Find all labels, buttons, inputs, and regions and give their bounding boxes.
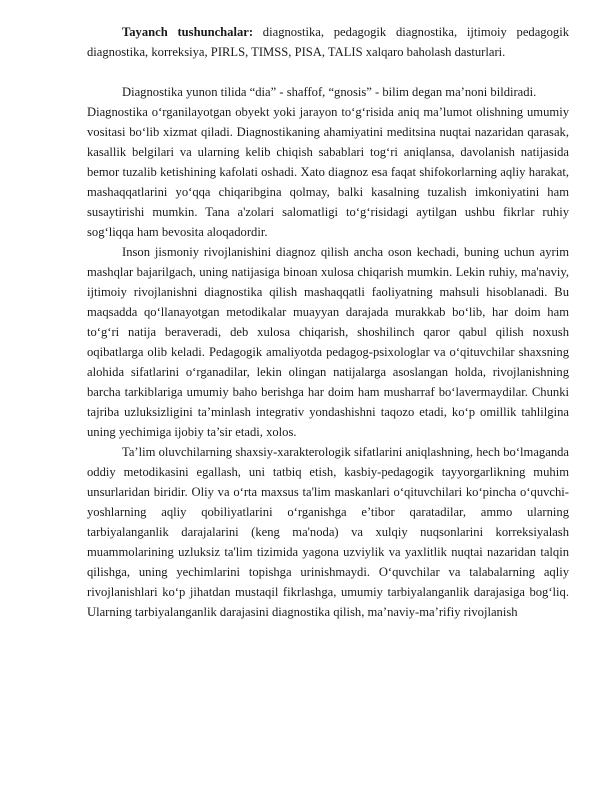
document-page (87, 22, 569, 622)
key-concepts-paragraph (87, 22, 569, 62)
paragraph-spacer (87, 62, 569, 82)
body-paragraph-diagnostics: Diagnostika o‘rganilayotgan obyekt yoki jarayon to‘g‘risida aniq ma’lumot olishning umumiy vositasi bo‘lib xizmat qiladi. Diagnostikaning ahamiyatini meditsina nuqtai nazaridan qarasak, kasallik belgilari va ularning kelib chiqish sabablari tog‘ri aniqlansa, davolanish natijasida bemor tuzalib ketishining kafolati oshadi. Xato diagnoz esa faqat shifokorlarning aqliy harakat, mashaqqatlarini yo‘qqa chiqaribgina qolmay, balki kasalning tuzalish imkoniyatini ham susaytirishi mumkin. Tana a'zolari salomatligi to‘g‘risidagi aytilgan ushbu fikrlar ruhiy sog‘liqqa ham bevosita aloqadordir. (87, 105, 569, 239)
definition-paragraph: Diagnostika yunon tilida “dia” - shaffof, “gnosis” - bilim degan ma’noni bildiradi. (122, 85, 537, 99)
key-concepts-label: Tayanch tushunchalar: (122, 25, 254, 39)
body-paragraph-development: Inson jismoniy rivojlanishini diagnoz qilish ancha oson kechadi, buning uchun ayrim mashqlar bajarilgach, uning natijasiga binoan xulosa chiqarish mumkin. Lekin ruhiy, ma'naviy, ijtimoiy rivojlanishni diagnostika qilish mashaqqatli faoliyatning mahsuli hisoblanadi. Bu maqsadda qo‘llanayotgan metodikalar muayyan darajada murakkab bo‘lib, har doim ham to‘g‘ri natija beraveradi, deb xulosa chiqarish, shoshilinch qaror qabul qilish noxush oqibatlarga olib keladi. Pedagogik amaliyotda pedagog-psixologlar va o‘qituvchilar shaxsning alohida sifatlarini o‘rganadilar, lekin olingan natijalarga asoslangan holda, rivojlanishning barcha tarkiblariga umumiy baho berishga har doim ham musharraf bo‘lavermaydilar. Chunki tajriba uzluksizligini ta’minlash integrativ yondashishni taqozo etadi, ko‘p omillik tahlilgina uning yechimiga ijobiy ta’sir etadi, xolos. (87, 245, 569, 439)
body-paragraph-learners: Ta’lim oluvchilarning shaxsiy-xarakterologik sifatlarini aniqlashning, hech bo‘lmaganda oddiy metodikasini egallash, uni tatbiq etish, kasbiy-pedagogik tayyorgarlikning muhim unsurlaridan biridir. Oliy va o‘rta maxsus ta'lim maskanlari o‘qituvchilari ko‘pincha o‘quvchi-yoshlarning aqliy qobiliyatlarini o‘rganishga e’tibor qaratadilar, ammo ularning tarbiyalanganlik darajalarini (keng ma'noda) va xulqiy nuqsonlarini korreksiyalash muammolarining uzluksiz ta'lim tizimida yagona uzviylik va yaxlitlik nuqtai nazaridan talqin qilishga, uning yechimlarini topishga urinishmaydi. O‘quvchilar va talabalarning aqliy rivojlanishlari ko‘p jihatdan mustaqil fikrlashga, umumiy tarbiyalanganlik darajasiga bog‘liq. Ularning tarbiyalanganlik darajasini diagnostika qilish, ma’naviy-ma’rifiy rivojlanish (87, 445, 569, 619)
key-concepts-text: diagnostika, pedagogik diagnostika, ijtimoiy pedagogik diagnostika, korreksiya, PIRLS, TIMSS, PISA, TALIS xalqaro baholash dasturlari. (87, 25, 569, 59)
